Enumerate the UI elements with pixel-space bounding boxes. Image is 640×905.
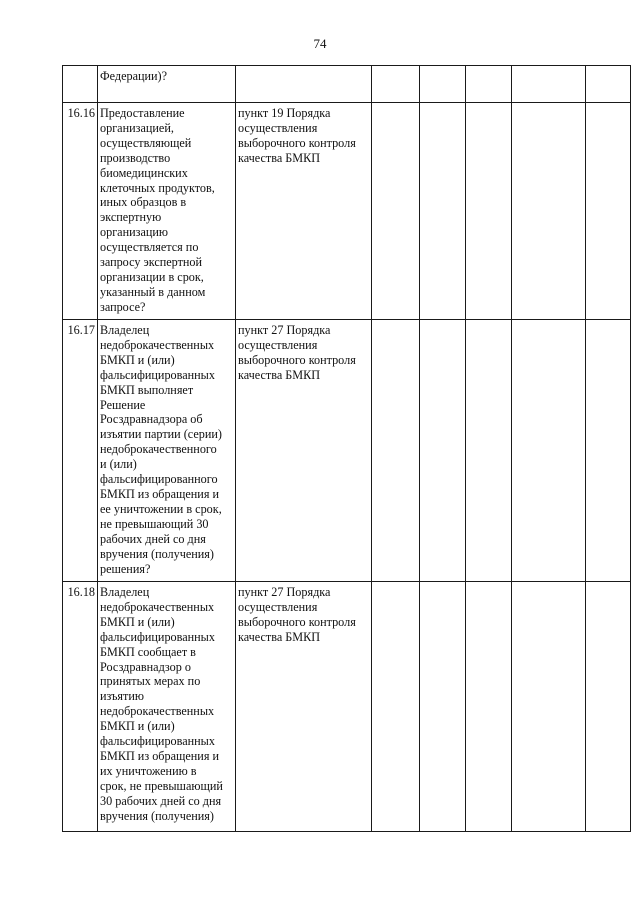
question-cell: Предоставление организацией, осуществляющей производство биомедицинских клеточных продуктов, иных образцов в экспертную организацию осуществляется по запросу экспертной организации в срок, указанный в данном запросе? (98, 103, 236, 320)
answer-cell (466, 320, 512, 582)
reference-cell: пункт 19 Порядка осуществления выборочного контроля качества БМКП (236, 103, 372, 320)
reference-cell (236, 66, 372, 103)
answer-cell (372, 103, 420, 320)
table-row (63, 582, 631, 832)
table-row (63, 66, 631, 103)
answer-cell (466, 103, 512, 320)
checklist-table (62, 65, 631, 832)
table-row (63, 320, 631, 582)
answer-cell (420, 320, 466, 582)
row-number (63, 66, 98, 103)
answer-cell (466, 66, 512, 103)
row-number: 16.17 (63, 320, 98, 582)
answer-cell (586, 103, 631, 320)
reference-cell: пункт 27 Порядка осуществления выборочного контроля качества БМКП (236, 582, 372, 832)
answer-cell (372, 320, 420, 582)
answer-cell (420, 103, 466, 320)
answer-cell (420, 582, 466, 832)
answer-cell (512, 66, 586, 103)
page-number: 74 (313, 36, 327, 51)
table-row (63, 103, 631, 320)
answer-cell (586, 582, 631, 832)
question-cell: Федерации)? (98, 66, 236, 103)
answer-cell (372, 66, 420, 103)
reference-cell: пункт 27 Порядка осуществления выборочного контроля качества БМКП (236, 320, 372, 582)
answer-cell (586, 320, 631, 582)
answer-cell (466, 582, 512, 832)
answer-cell (512, 103, 586, 320)
answer-cell (512, 320, 586, 582)
answer-cell (586, 66, 631, 103)
answer-cell (420, 66, 466, 103)
row-number: 16.18 (63, 582, 98, 832)
answer-cell (372, 582, 420, 832)
answer-cell (512, 582, 586, 832)
question-cell: Владелец недоброкачественных БМКП и (или) фальсифицированных БМКП сообщает в Росздравнадзор о принятых мерах по изъятию недоброкачественных БМКП и (или) фальсифицированных БМКП из обращения и их уничтожению в срок, не превышающий 30 рабочих дней со дня вручения (получения) (98, 582, 236, 832)
row-number: 16.16 (63, 103, 98, 320)
question-cell: Владелец недоброкачественных БМКП и (или) фальсифицированных БМКП выполняет Решение Росздравнадзора об изъятии партии (серии) недоброкачественного и (или) фальсифицированного БМКП из обращения и ее уничтожении в срок, не превышающий 30 рабочих дней со дня вручения (получения) решения? (98, 320, 236, 582)
